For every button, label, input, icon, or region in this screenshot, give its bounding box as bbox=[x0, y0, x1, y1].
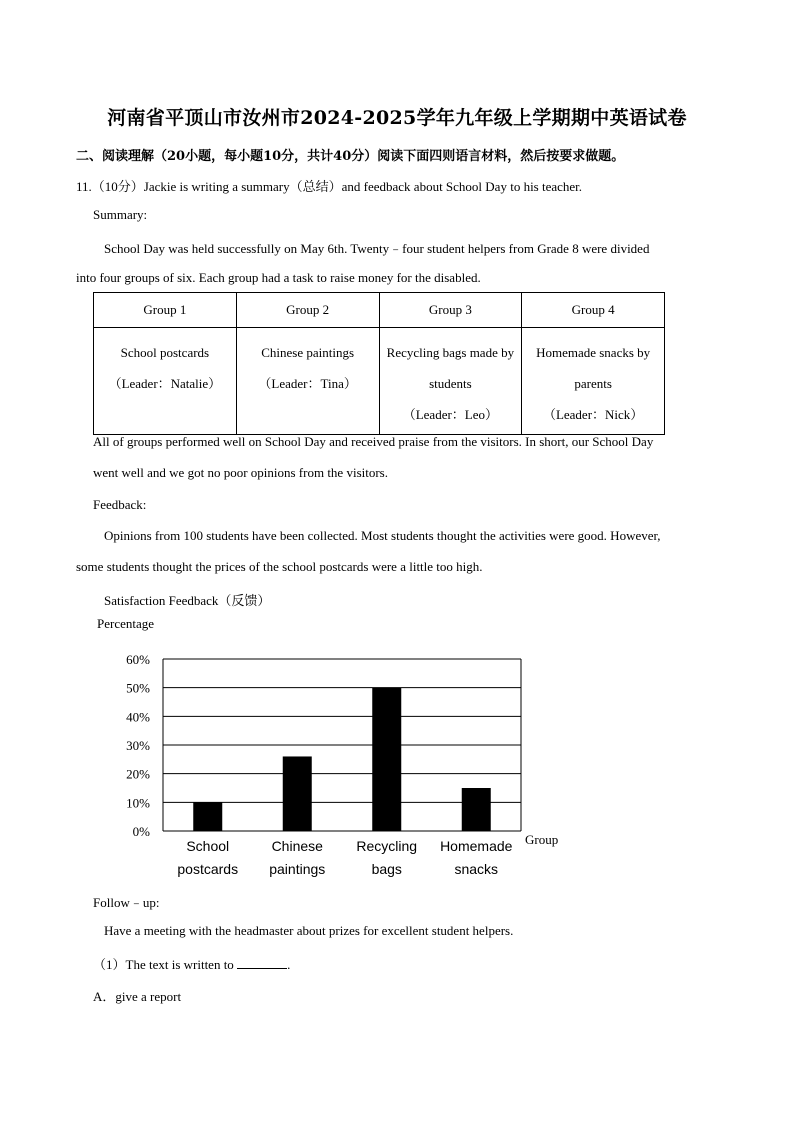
bar bbox=[462, 788, 491, 831]
cell-line: Homemade snacks by bbox=[536, 345, 651, 360]
follow-up-text: Have a meeting with the headmaster about prizes for excellent student helpers. bbox=[104, 923, 514, 938]
cell-line: parents bbox=[574, 376, 612, 391]
x-tick-label: snacks bbox=[454, 861, 499, 877]
page-title: 河南省平顶山市汝州市2024-2025学年九年级上学期期中英语试卷 bbox=[107, 107, 687, 129]
summary-line-2: into four groups of six. Each group had a task to raise money for the disabled. bbox=[76, 270, 481, 285]
y-tick-label: 50% bbox=[126, 680, 150, 696]
answer-blank[interactable] bbox=[237, 955, 287, 969]
cell-line: （Leader：Natalie） bbox=[108, 376, 222, 391]
y-tick-label: 40% bbox=[126, 709, 150, 725]
summary-line-1: School Day was held successfully on May 6th. Twenty﹣four student helpers from Grade 8 were divided bbox=[104, 241, 650, 256]
feedback-line-2: some students thought the prices of the school postcards were a little too high. bbox=[76, 559, 483, 574]
y-tick-label: 30% bbox=[126, 738, 150, 753]
table-cell bbox=[94, 328, 237, 435]
y-tick-label: 0% bbox=[132, 824, 150, 839]
table-header-cell: Group 3 bbox=[379, 293, 522, 328]
question-intro: 11.（10分）Jackie is writing a summary（总结）and feedback about School Day to his teacher. bbox=[76, 179, 583, 194]
x-axis-label: Group bbox=[525, 832, 559, 847]
x-tick-label: postcards bbox=[177, 861, 239, 877]
bar bbox=[372, 688, 401, 831]
table-header-cell: Group 1 bbox=[94, 293, 237, 328]
cell-line: （Leader：Nick） bbox=[542, 407, 644, 422]
table-cell bbox=[236, 328, 379, 435]
follow-up-label: Follow﹣up: bbox=[93, 895, 160, 910]
x-tick-label: Chinese bbox=[271, 838, 323, 854]
x-tick-label: paintings bbox=[269, 861, 326, 877]
feedback-label: Feedback: bbox=[93, 497, 147, 512]
after-table-line-1: All of groups performed well on School Day and received praise from the visitors. In short, our School Day bbox=[93, 434, 654, 449]
after-table-line-2: went well and we got no poor opinions from the visitors. bbox=[93, 465, 388, 480]
section-heading: 二、阅读理解（20小题，每小题10分，共计40分）阅读下面四则语言材料，然后按要求做题。 bbox=[76, 149, 625, 164]
y-tick-label: 20% bbox=[126, 766, 150, 782]
bar bbox=[283, 756, 312, 831]
chart-caption: Satisfaction Feedback（反馈） bbox=[104, 593, 271, 608]
sub-question-1 bbox=[93, 954, 290, 973]
y-axis-label: Percentage bbox=[97, 616, 155, 631]
feedback-line-1: Opinions from 100 students have been collected. Most students thought the activities were good. However, bbox=[104, 528, 661, 543]
cell-line: （Leader：Tina） bbox=[258, 376, 357, 391]
table-header-row bbox=[94, 293, 665, 328]
x-tick-label: Homemade bbox=[440, 838, 513, 854]
table-row bbox=[94, 328, 665, 435]
table-header-cell: Group 2 bbox=[236, 293, 379, 328]
sub-question-end: . bbox=[287, 957, 291, 972]
cell-line: （Leader：Leo） bbox=[402, 407, 499, 422]
option-a[interactable]: A．give a report bbox=[93, 989, 182, 1004]
y-tick-label: 10% bbox=[126, 795, 150, 811]
cell-line: School postcards bbox=[120, 345, 210, 360]
bar bbox=[193, 802, 222, 831]
cell-line: students bbox=[429, 376, 472, 391]
groups-table bbox=[93, 292, 665, 435]
cell-line: Chinese paintings bbox=[261, 345, 355, 360]
sub-question-text: （1）The text is written to bbox=[93, 957, 234, 972]
table-cell bbox=[379, 328, 522, 435]
satisfaction-bar-chart bbox=[90, 612, 580, 884]
y-tick-label: 60% bbox=[126, 652, 150, 667]
cell-line: Recycling bags made by bbox=[386, 345, 515, 360]
table-header-cell: Group 4 bbox=[522, 293, 665, 328]
x-tick-label: School bbox=[186, 838, 230, 854]
x-tick-label: bags bbox=[371, 861, 402, 877]
table-cell bbox=[522, 328, 665, 435]
x-tick-label: Recycling bbox=[356, 838, 418, 854]
summary-label: Summary: bbox=[93, 207, 148, 222]
